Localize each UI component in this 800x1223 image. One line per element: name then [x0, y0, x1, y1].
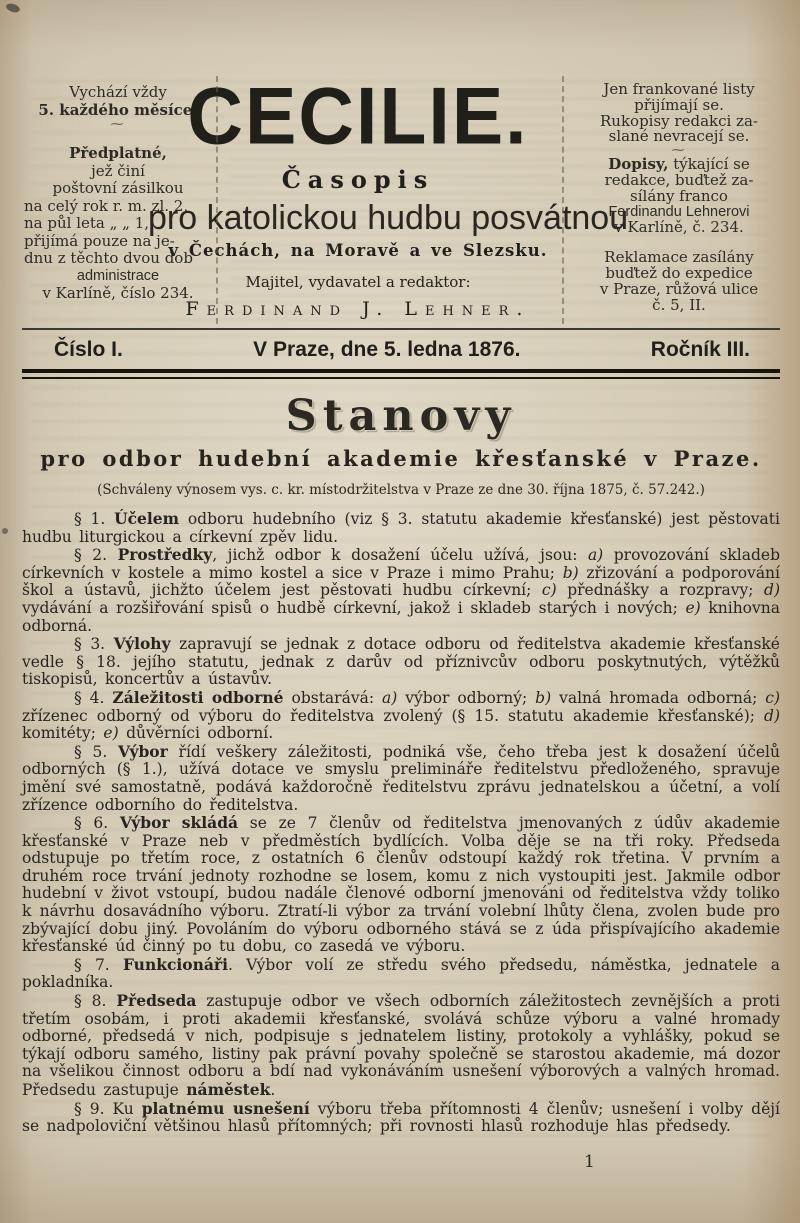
journal-title: CECILIE. — [187, 70, 529, 162]
column-separator — [562, 76, 564, 324]
statute-paragraph: § 7. Funkcionáři. Výbor volí ze středu svého předsedu, náměstka, jednatele a pokladníka. — [22, 954, 780, 992]
approval-note: (Schváleny výnosem vys. c. kr. místodržitelstva v Praze ze dne 30. října 1875, č. 57.242.) — [97, 482, 705, 498]
masthead — [148, 70, 629, 320]
info-line: Rukopisy redakci za- — [600, 111, 758, 130]
info-line: slané nevracejí se. — [608, 127, 750, 146]
thin-rule — [22, 377, 780, 379]
issue-number: Číslo I. — [54, 338, 123, 361]
article-subtitle: pro odbor hudební akademie křesťanské v Praze. — [40, 446, 762, 471]
info-line: 5. každého měsíce. — [38, 100, 198, 119]
info-line: Předplatné, — [69, 144, 167, 162]
info-line: v Karlíně, číslo 234. — [42, 284, 194, 302]
info-line: na půl leta „ „ 1, — [24, 214, 150, 232]
statute-paragraph: § 4. Záležitosti odborné obstarává: a) výbor odborný; b) valná hromada odborná; c) zřízenec odborný od výboru do ředitelstva zvolený (§ 15. statutu akademie křesťanské); d) komitéty; e) důvěrníci odborní. — [22, 687, 781, 743]
info-line: Ferdinandu Lehnerovi — [608, 203, 750, 220]
journal-subtitle-casopis: Časopis — [281, 165, 435, 194]
info-line: administrace — [76, 267, 160, 284]
place-and-date: V Praze, dne 5. ledna 1876. — [253, 338, 521, 361]
volume-number: Ročník III. — [650, 338, 750, 361]
article-body — [22, 510, 780, 1136]
statute-paragraph: § 1. Účelem odboru hudebního (viz § 3. statutu akademie křesťanské) jest pěstovati hudbu liturgickou a církevní zpěv lidu. — [22, 509, 780, 546]
info-line: buďtež do expedice — [605, 263, 753, 282]
paper-speck — [5, 2, 21, 14]
statute-paragraph: § 3. Výlohy zapravují se jednak z dotace odboru od ředitelstva akademie křesťanské vedle § 18. jejího statutu, jednak z darův od příznivcův odboru poskytnutých, výtěžků tiskopisů, koncertův a ústavův. — [22, 634, 780, 689]
thick-rule — [22, 369, 780, 373]
statute-paragraph: § 9. Ku platnému usnešení výboru třeba přítomnosti 4 členův; usnešení i volby dějí se nadpoloviční většinou hlasů přítomných; při rovnosti hlasů rozhoduje hlas předsedy. — [22, 1098, 781, 1136]
info-line: Jen frankované listy — [603, 80, 755, 98]
statute-paragraph: § 5. Výbor řídí veškery záležitosti, podniká vše, čeho třeba jest k dosažení účelů odborných (§ 1.), užívá dotace ve smyslu prelimináře ředitelstvu předloženého, spravuje jmění své samostatně, podává každoročně ředitelstvu zprávu jednatelskou a účetní, a volí zřízence odborního do ředitelstva. — [22, 741, 780, 814]
editor-label: Majitel, vydavatel a redaktor: — [245, 273, 471, 291]
article — [22, 392, 780, 1136]
info-line: poštovní zásilkou — [52, 179, 184, 197]
info-line: jež činí — [91, 161, 145, 180]
paper-speck — [2, 528, 8, 534]
info-line: č. 5, II. — [652, 295, 706, 314]
info-line: na celý rok r. m. zl. 2, — [24, 196, 189, 215]
page-number: 1 — [584, 1152, 595, 1172]
info-line: přijímá pouze na je- — [24, 231, 175, 250]
info-line: sílány franco — [630, 186, 728, 205]
info-line: Vychází vždy — [69, 83, 167, 101]
column-separator — [216, 76, 218, 324]
info-line: Reklamace zasílány — [604, 248, 754, 267]
info-line: ⁓ — [110, 117, 126, 132]
article-title: Stanovy — [285, 391, 517, 441]
statute-paragraph: § 6. Výbor skládá se ze 7 členův od ředitelstva jmenovaných z údův akademie křesťanské v Praze neb v předměstích bydlících. Volba děje se na tři roky. Předseda odstupuje po třetím roce, z ostatních 6 členův odstoupí každý rok třetina. V prvním a druhém roce trvání jednoty rozhodne se losem, komu z nich vystoupiti jest. Jakmile odbor hudební v život vstoupí, budou nadále členové odborní jmenováni od ředitelstva vždy toliko k návrhu dosavádního výboru. Ztratí-li výbor za trvání volební lhůty člena, zvolen bude pro zbývající dobu jiný. Povoláním do výboru odborného stává se z úda přispívajícího akademie křesťanské úd činný po tu dobu, co zasedá ve výboru. — [22, 813, 781, 956]
dateline — [22, 334, 780, 366]
info-line: přijímají se. — [634, 95, 724, 114]
correspondence-box — [574, 82, 784, 313]
statute-paragraph: § 8. Předseda zastupuje odbor ve všech odborních záležitostech zevnějších a proti třetím osobám, i proti akademii křesťanské, svolává schůze výboru a valné hromady odborné, předsedá v nich, podpisuje s jednatelem listiny, protokoly a vyhlášky, pokud se týkají odboru samého, listiny pak právní povahy společně se starostou akademie, má dozor na všelikou činnost odboru a bdí nad vykonáváním usnešení výborových a valných hromad. Předsedu zastupuje náměstek. — [22, 991, 780, 1099]
journal-subtitle-main: pro katolickou hudbu posvátnou — [148, 199, 629, 237]
statute-paragraph: § 2. Prostředky, jichž odbor k dosažení účelu užívá, jsou: a) provozování skladeb církevních v kostele a mimo kostel a sice v Praze i mimo Prahu; b) zřizování a podporování škol a ústavů, jichžto účelem jest pěstovati hudbu církevní; c) přednášky a rozpravy; d) vydávání a rozšiřování spisů o hudbě církevní, jakož i skladeb starých i nových; e) knihovna odborná. — [22, 545, 781, 635]
journal-subtitle-region: v Čechách, na Moravě a ve Slezsku. — [168, 241, 548, 260]
info-line: Dopisy, týkající se — [608, 155, 750, 174]
info-line: ⁓ — [671, 143, 687, 159]
info-line: v Karlíně, č. 234. — [614, 218, 744, 237]
rule-above-dateline — [22, 328, 780, 330]
info-line: redakce, buďtež za- — [604, 170, 754, 189]
editor-name: Ferdinand J. Lehner. — [185, 298, 531, 320]
info-line: dnu z těchto dvou dob — [24, 249, 193, 267]
info-line: v Praze, růžová ulice — [599, 279, 759, 298]
